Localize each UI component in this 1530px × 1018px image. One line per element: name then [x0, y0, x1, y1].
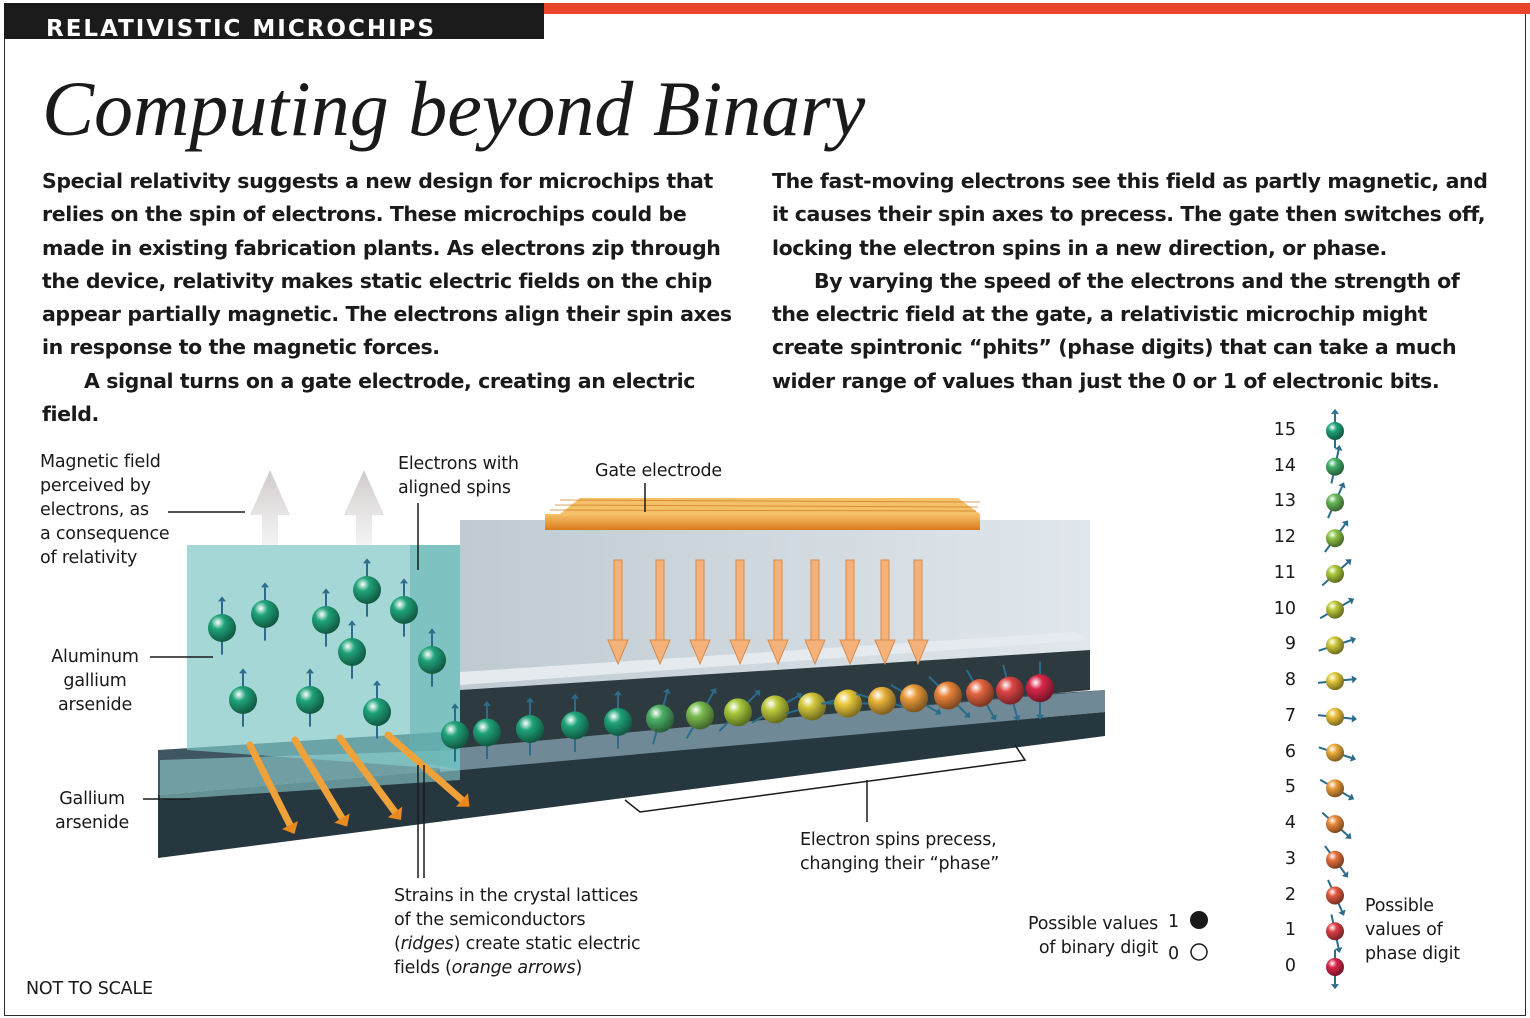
electron: [1320, 779, 1354, 800]
binary-value-one: 1: [1168, 912, 1179, 932]
phase-value: 15: [1273, 420, 1296, 440]
phase-value: 2: [1284, 884, 1296, 905]
phase-value: 9: [1284, 634, 1296, 655]
label-gate-electrode: Gate electrode: [595, 461, 722, 481]
intro-paragraph: A signal turns on a gate electrode, creating an electric field.: [42, 368, 696, 427]
electron: [1318, 708, 1357, 726]
magnetic-field-arrow: [344, 470, 384, 545]
phase-value: 13: [1273, 491, 1296, 512]
electron: [1320, 598, 1354, 619]
phase-value: 14: [1273, 455, 1296, 476]
phase-value: 12: [1273, 527, 1296, 548]
electron: [1326, 409, 1344, 448]
label-binary-digit: Possible values of binary digit: [1028, 914, 1158, 958]
phase-digit-spins: [1318, 409, 1357, 989]
electron: [1326, 950, 1344, 989]
intro-paragraph: Special relativity suggests a new design for microchips that relies on the spin of electrons. These microchips could be made in existing fabrication plants. As electrons zip through the device, relativity makes static electric fields on the chip appear partially magnetic. The electrons align their spin axes in response to the magnetic forces.: [42, 169, 732, 360]
phase-value: 8: [1284, 670, 1296, 691]
binary-zero-dot: [1191, 944, 1207, 960]
electron: [1326, 445, 1344, 483]
label-magnetic-field: Magnetic field perceived by electrons, as a consequence of relativity: [40, 452, 170, 568]
phase-value: 4: [1284, 813, 1296, 834]
phase-value: 11: [1273, 562, 1296, 583]
intro-paragraph: By varying the speed of the electrons and the strength of the electric field at the gate, a relativistic microchip might create spintronic “phits” (phase digits) that can take a much wider range of values than just the 0 or 1 of electronic bits.: [772, 268, 1460, 393]
electron: [1326, 880, 1346, 916]
not-to-scale-note: NOT TO SCALE: [26, 979, 153, 999]
electron: [1322, 813, 1351, 839]
electron: [1319, 744, 1356, 762]
intro-paragraph: The fast-moving electrons see this field as partly magnetic, and it causes their spin axes to precess. The gate then switches off, locking the electron spins in a new direction, or phase.: [772, 169, 1488, 260]
electron: [1325, 520, 1348, 552]
label-aluminum-gallium-arsenide: Aluminum gallium arsenide: [51, 647, 139, 715]
binary-one-dot: [1190, 911, 1208, 929]
page-title: Computing beyond Binary: [42, 65, 866, 152]
gate-electrode-slab: [545, 498, 980, 530]
magnetic-field-arrow: [250, 470, 290, 545]
electron: [1326, 482, 1346, 518]
binary-value-zero: 0: [1168, 944, 1179, 964]
section-tab: RELATIVISTIC MICROCHIPS: [4, 3, 544, 39]
phase-value: 10: [1273, 598, 1296, 619]
label-aligned-spins: Electrons with aligned spins: [398, 454, 519, 498]
electron: [1326, 915, 1344, 953]
label-phase-digit: Possible values of phase digit: [1365, 896, 1460, 964]
label-strains: Strains in the crystal lattices of the semiconductors (ridges) create static electric fields (orange arrows): [394, 886, 641, 978]
label-spins-precess: Electron spins precess, changing their “phase”: [800, 830, 1000, 874]
label-gallium-arsenide: Gallium arsenide: [54, 789, 130, 833]
electron: [1322, 559, 1351, 585]
electron: [1318, 672, 1357, 690]
phase-value: 1: [1284, 920, 1296, 941]
phase-value: 0: [1284, 956, 1296, 976]
electron: [1319, 636, 1356, 654]
phase-value: 3: [1284, 848, 1296, 869]
electron: [1325, 846, 1348, 878]
phase-value: 7: [1284, 705, 1296, 726]
phase-value: 5: [1284, 777, 1296, 798]
phase-value: 6: [1284, 741, 1296, 762]
